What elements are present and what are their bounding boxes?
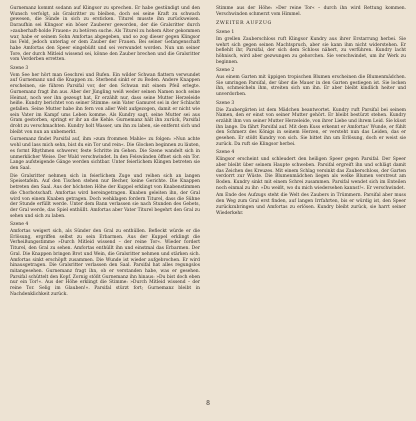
- paragraph: Stimme aus der Höhe: »Der reine Tor« – durch ihn wird Rettung kommen. Verschwinden schmerzt vom Himmel.: [216, 6, 406, 17]
- scene-heading: Szene 4: [10, 222, 29, 228]
- page-number: 8: [206, 400, 210, 407]
- scene-heading: Szene 2: [216, 68, 235, 74]
- paragraph: Amfortas weigert sich, als Sünder den Gral zu enthüllen. Befleckt würde er die Erlösung, ergriffen selbst zu sein Erbarmen. Aus der Kuppel erklingt die Verheißungsstimme »Durch Mitleid wissend – der reine Tor«. Wieder fordert Titurel, den Gral zu sehen. Amfortas enthüllt ihn und einstmal das Erbarmen. Der Gral. Die Knappen bringen Brot und Wein, die Gralsritter nehmen und stärken sich. Amfortas sinkt erschöpft zusammen. Die Wunde ist wieder aufgebrochen. Er wird hinausgetragen. Die Gralsritter verlassen den Saal. Parsifal hat alles regungslos mitangesehen. Gurnemanz fragt ihn, ob er verstanden habe, was er gesehen. Parsifal schüttelt den Kopf. Zornig stößt Gurnemanz ihn hinaus: »Du bist doch eben nur ein Tor!«. Aus der Höhe erklingt die Stimme: »Durch Mitleid wissend – der reine Tor. Selig im Glauben!«. Parsifal stürzt fort; Gurnemanz bleibt in Nachdenklichkeit zurück.: [10, 229, 200, 297]
- paragraph: Gurnemanz kommt sodann auf Klingsor zu sprechen. Er habe gestündigt und den Wunsch verfolgt, als Gralsritter zu bleiben, doch sei seine Kraft zu schwach gewesen, die Sünde in sich zu ersticken. Titurel musste ihn zurückweisen. Daraufhin sei Klingsor ein böser Zauberer geworden, der die Gralsritter durch »zauberhaft-holde Frauen« zu betören suche. Als Titurel zu hohem Alter gekommen war, habe er seinem Sohn Amfortas abgegeben, und so zog dieser gegen Klingsor ins Feld, jedoch unterlag er dem Zauber der Frauen. Bei seiner Gefangenschaft habe Amfortas den Speer eingebüßt und sei verwundet worden. Nun um seiner Tore, der durch Mitleid wissend sei, könne den Zauber brechen und die Gralsritter vom Verderben erretten.: [10, 6, 200, 63]
- scene-heading: Szene 4: [216, 150, 235, 156]
- act-heading: ZWEITER AUFZUG: [216, 21, 272, 27]
- paragraph: Am Ende des Aufzugs steht die Welt des Zaubers in Trümmern. Parsifal aber muss den Weg zum Gral erst finden, auf langen Irrfahrten, bis er würdig ist, den Speer zurückzubringen und Amfortas zu erlösen. Kundry bleibt zurück, sie harrt seiner Wiederkehr.: [216, 193, 406, 216]
- paragraph: Im grellen Zauberschloss ruft Klingsor Kundry aus ihrer Erstarrung herbei. Sie wehrt sich gegen seinen Machtspruch, aber sie kann ihm nicht widerstehen. Er befiehlt ihr, Parsifal, der sich dem Schloss nähert, zu verführen. Kundry lacht höhnisch, wird aber gezwungen zu gehorchen. Sie verschwindet, um ihr Werk zu beginnen.: [216, 36, 406, 65]
- scene-heading: Szene 3: [216, 100, 235, 106]
- paragraph: Die Zaubergärten ist dem Mädchen beantwortet. Kundry ruft Parsifal bei seinem Namen, den er einst von seiner Mutter gehört. Er bleibt bestürzt stehen. Kundry erzählt ihm von seiner Mutter Herzeleide, von ihrer Liebe und ihrem Leid. Sie küsst ihn lange. Da fährt Parsifal auf. Mit dem Kuss erkennt er Amfortas' Wunde, er fühlt den Schmerz des Königs in seinem Herzen, er versteht nun das Leiden, das er gesehen. Er stößt Kundry von sich. Sie bittet ihn um Erlösung, doch er weist sie zurück. Da ruft sie Klingsor herbei.: [216, 107, 406, 147]
- paragraph: Vom See her hört man Geschrei und Rufen. Ein wilder Schwan flattern verwundet auf Gurnemanz und die Knappen zu. Sterbend sinkt er zu Boden. Andere Knappen erscheinen, sie führen Parsifal vor, der den Schwan mit einem Pfeil erlegte. Gurnemanz fragt ihn aus. Aber der Jüngling weiß weder seinen Namen noch seine Heimat, noch wer ihn gezeugt hat, Er erzählt nur, dass seine Mutter Herzeleide heiße. Kundry berichtet von seiner Stimme: sein Vater Gamuret sei in der Schlacht gefallen. Seine Mutter habe ihn fern von aller Welt aufgezogen, damit er nicht wie sein Vater im Kampf ums Leben komme. Als Kundry sagt, seine Mutter sei aus Gram gestorben, springt er ihr an die Kehle. Gurnemanz hält ihn zurück, Parsifal droht zu verschmachten. Kundry holt Wasser, um ihn zu laben, sie entfernt sich und bleibt von nun an unbemerkt.: [10, 72, 200, 135]
- scene-heading: Szene 1: [216, 30, 235, 36]
- paragraph: Klingsor erscheint und schleudert den heiligen Speer gegen Parsifal. Der Speer aber bleibt über seinem Haupte schweben. Parsifal ergreift ihn und schlägt damit das Zeichen des Kreuzes. Mit einem Schlag versinkt das Zauberschloss, der Garten verdorrt zur Wüste. Die Blumenmädchen liegen als welke Blumen verstreut am Boden. Kundry sinkt mit einem Schrei zusammen. Parsifal wendet sich im Enteilen noch einmal zu ihr: »Du weißt, wo du mich wiedersehen kannst!«. Er verschwindet.: [216, 157, 406, 191]
- paragraph: Die Gralsritter nehmen sich in feierlichem Zuge und reihen sich an langen Speisetafeln. Auf den Tischen stehen nur Becher, keine Gerichte. Die Knappen betreten den Saal. Aus der höchsten Höhe der Kuppel erklingt von Knabenstimmen die Chorbotschaft. Amfortas wird hereingetragen. Knaben geleiten ihn, der Gral wird von einem Knaben getragen. Doch wehklagen fordern Titurel, dass die Sühne der Stunde erfüllt werde. Unter dem Bann verlassen sie nach Stunden des Gebets, der Gral werde, das Spiel enthüllt. Amfortas aber Vater Titurel begehrt den Gral zu sehen und sich zu laben.: [10, 173, 200, 219]
- paragraph: Aus einem Garten mit üppigen tropischen Blumen erscheinen die Blumenmädchen. Sie umringen Parsifal, der über die Mauer in den Garten gestiegen ist. Sie locken ihn, schmeicheln ihm, streiten sich um ihn. Er aber bleibt kindlich heiter und unverdorben.: [216, 75, 406, 98]
- right-column: [216, 6, 406, 218]
- scene-heading: Szene 3: [10, 66, 29, 72]
- left-column: [10, 6, 200, 299]
- paragraph: Gurnemanz findet Parsifal auf, ihm »zum frommen Mahle« zu folgen: »Nun achte wohl und lass mich sehn, bist du ein Tor und rein«. Die Glocken beginnen zu läuten, es formt Rhythmen schwerer, feste Schritte im Gehen. Die Szene wandelt sich in unmerklicher Weise. Der Wald verschwindet. In den Felswänden öffnet sich ein Tor. Lange aufsteigende Gänge werden sichtbar. Unter feierlichem Klingen betreten sie den Saal.: [10, 137, 200, 171]
